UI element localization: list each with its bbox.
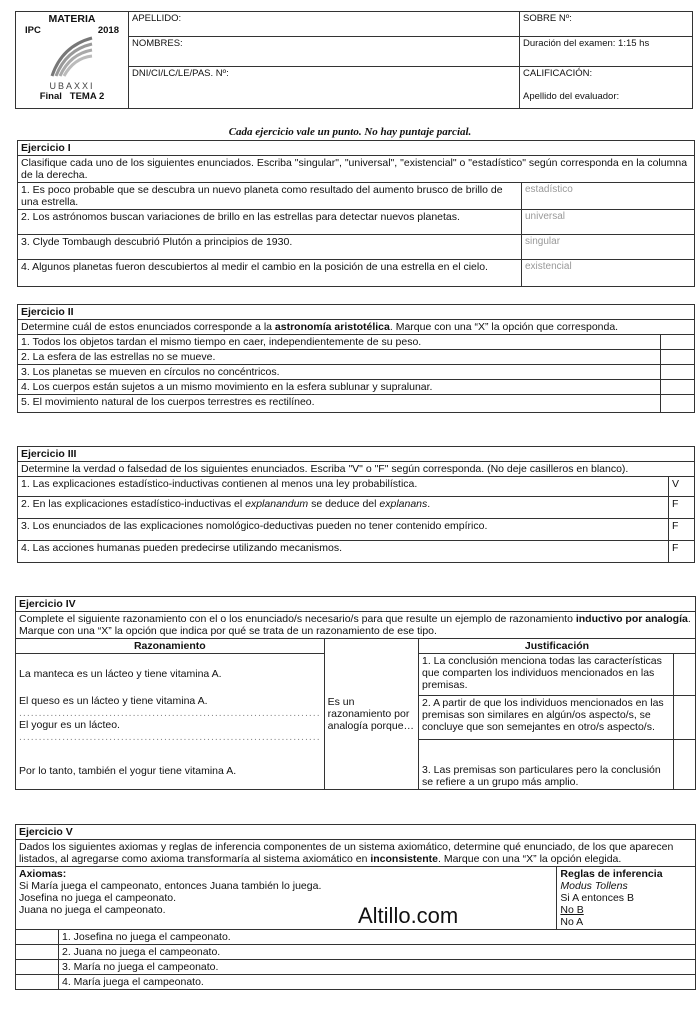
- logo-text: UBAXXI: [49, 81, 95, 91]
- ej2-checkbox[interactable]: [661, 380, 695, 395]
- ej5-checkbox[interactable]: [16, 930, 59, 945]
- apellido-field[interactable]: [129, 12, 520, 37]
- ej1-prompt: Clasifique cada uno de los siguientes enunciados. Escriba "singular", "universal", "existencial" o "estadístico" según corresponda en la columna de la derecha.: [18, 156, 695, 183]
- axioma: Juana no juega el campeonato.: [19, 904, 166, 916]
- ej5-option: 2. Juana no juega el campeonato.: [59, 945, 696, 960]
- ej1-answer[interactable]: existencial: [522, 260, 695, 287]
- ej3-answer[interactable]: F: [669, 541, 695, 563]
- ej2-row: 4. Los cuerpos están sujetos a un mismo movimiento en la esfera sublunar y supralunar.: [18, 380, 661, 395]
- regla-line: Si A entonces B: [560, 892, 634, 904]
- ej2-row: 1. Todos los objetos tardan el mismo tiempo en caer, independientemente de su peso.: [18, 335, 661, 350]
- tema-label: TEMA 2: [69, 91, 105, 102]
- reglas-label: Reglas de inferencia: [560, 868, 663, 880]
- ej3-row: 2. En las explicaciones estadístico-inductivas el explanandum se deduce del explanans.: [18, 497, 669, 519]
- reglas-box: [557, 867, 696, 930]
- ubaxxi-logo-icon: [42, 36, 102, 78]
- ej4-prompt: Complete el siguiente razonamiento con el o los enunciado/s necesario/s para que resulte un ejemplo de razonamiento inductivo por analogía. Marque con una “X” la opción que indica por qué se trata de un razonamiento de ese tipo.: [16, 612, 696, 639]
- just-option: 3. Las premisas son particulares pero la conclusión se refiere a un grupo más amplio.: [419, 740, 674, 790]
- ej3-row: 3. Los enunciados de las explicaciones nomológico-deductivas pueden no tener contenido empírico.: [18, 519, 669, 541]
- calificacion-label: CALIFICACIÓN:: [523, 68, 593, 79]
- col-justificacion: Justificación: [419, 639, 696, 654]
- blank-line[interactable]: .............................................................................: [19, 731, 321, 743]
- ej4-razonamiento: [16, 654, 325, 790]
- subject-box: [16, 12, 129, 109]
- regla-name: Modus Tollens: [560, 880, 628, 892]
- ejercicio-3: [17, 446, 695, 563]
- regla-line: No A: [560, 916, 584, 928]
- premise-2: El queso es un lácteo y tiene vitamina A.: [19, 695, 208, 707]
- dni-label: DNI/CI/LC/LE/PAS. Nº:: [132, 68, 229, 79]
- duracion-label: Duración del examen: 1:15 hs: [523, 38, 650, 49]
- evaluador-label: Apellido del evaluador:: [523, 91, 620, 102]
- calificacion-field[interactable]: [520, 67, 693, 109]
- ej5-title: Ejercicio V: [16, 825, 696, 840]
- nombres-label: NOMBRES:: [132, 38, 183, 49]
- axiomas-label: Axiomas:: [19, 868, 67, 880]
- premise-3: El yogur es un lácteo.: [19, 719, 120, 731]
- ejercicio-4: [15, 596, 696, 790]
- ej5-checkbox[interactable]: [16, 960, 59, 975]
- ej2-checkbox[interactable]: [661, 365, 695, 380]
- ej2-title: Ejercicio II: [18, 305, 695, 320]
- ej3-row: 4. Las acciones humanas pueden predecirse utilizando mecanismos.: [18, 541, 669, 563]
- ej3-row: 1. Las explicaciones estadístico-inductivas contienen al menos una ley probabilística.: [18, 477, 669, 497]
- ej1-answer[interactable]: singular: [522, 235, 695, 260]
- ej5-option: 3. María no juega el campeonato.: [59, 960, 696, 975]
- ej2-checkbox[interactable]: [661, 395, 695, 413]
- ej2-row: 3. Los planetas se mueven en círculos no concéntricos.: [18, 365, 661, 380]
- ej4-checkbox[interactable]: [673, 740, 695, 790]
- ej2-checkbox[interactable]: [661, 335, 695, 350]
- ej2-row: 5. El movimiento natural de los cuerpos terrestres es rectilíneo.: [18, 395, 661, 413]
- ejercicio-5: [15, 824, 696, 990]
- ej5-prompt: Dados los siguientes axiomas y reglas de inferencia componentes de un sistema axiomático, determine qué enunciado, de los que aparecen listados, al agregarse como axioma transformaría al sistema axiomático en inconsistente. Marque con una “X” la opción elegida.: [16, 840, 696, 867]
- just-option: 2. A partir de que los individuos mencionados en las premisas son similares en algún/os aspecto/s, se concluye que son semejantes en otro/s aspecto/s.: [419, 696, 674, 740]
- ej5-checkbox[interactable]: [16, 945, 59, 960]
- ej3-title: Ejercicio III: [18, 447, 695, 462]
- exam-label: Final: [39, 91, 62, 102]
- ej5-checkbox[interactable]: [16, 975, 59, 990]
- duracion-cell: [520, 37, 693, 67]
- ej3-answer[interactable]: F: [669, 519, 695, 541]
- regla-line: No B: [560, 904, 584, 916]
- ej1-row: 4. Algunos planetas fueron descubiertos al medir el cambio en la posición de una estrella en el cielo.: [18, 260, 522, 287]
- conclusion: Por lo tanto, también el yogur tiene vitamina A.: [19, 765, 237, 777]
- materia-name: IPC: [25, 25, 41, 36]
- ej1-row: 1. Es poco probable que se descubra un nuevo planeta como resultado del aumento brusco de brillo de una estrella.: [18, 183, 522, 210]
- just-option: 1. La conclusión menciona todas las características que comparten los individuos mencionados en las premisas.: [419, 654, 674, 696]
- ej4-middle: Es un razonamiento por analogía porque…: [324, 639, 418, 790]
- instructions: Cada ejercicio vale un punto. No hay puntaje parcial.: [228, 126, 472, 138]
- ejercicio-2: [17, 304, 695, 413]
- ej3-prompt: Determine la verdad o falsedad de los siguientes enunciados. Escriba "V" o "F" según corresponda. (No deje casilleros en blanco).: [18, 462, 695, 477]
- ej2-checkbox[interactable]: [661, 350, 695, 365]
- blank-line[interactable]: .............................................................................: [19, 707, 321, 719]
- watermark: Altillo.com: [358, 903, 459, 928]
- sobre-label: SOBRE Nº:: [523, 13, 572, 24]
- apellido-label: APELLIDO:: [132, 13, 182, 24]
- exam-year: 2018: [97, 25, 119, 36]
- axiomas-box: [16, 867, 557, 930]
- dni-field[interactable]: [129, 67, 520, 109]
- ej3-answer[interactable]: F: [669, 497, 695, 519]
- ej4-checkbox[interactable]: [673, 696, 695, 740]
- ej2-prompt: Determine cuál de estos enunciados corresponde a la astronomía aristotélica. Marque con una “X” la opción que corresponda.: [18, 320, 695, 335]
- ejercicio-1: [17, 140, 695, 287]
- exam-header: [15, 11, 693, 109]
- ej5-option: 1. Josefina no juega el campeonato.: [59, 930, 696, 945]
- sobre-field[interactable]: [520, 12, 693, 37]
- materia-label: MATERIA: [48, 13, 96, 25]
- ej4-checkbox[interactable]: [673, 654, 695, 696]
- ej1-answer[interactable]: universal: [522, 210, 695, 235]
- col-razonamiento: Razonamiento: [16, 639, 325, 654]
- nombres-field[interactable]: [129, 37, 520, 67]
- premise-1: La manteca es un lácteo y tiene vitamina A.: [19, 668, 222, 680]
- ej5-option: 4. María juega el campeonato.: [59, 975, 696, 990]
- ej1-row: 3. Clyde Tombaugh descubrió Plutón a principios de 1930.: [18, 235, 522, 260]
- ej1-title: Ejercicio I: [18, 141, 695, 156]
- axioma: Josefina no juega el campeonato.: [19, 892, 177, 904]
- ej1-row: 2. Los astrónomos buscan variaciones de brillo en las estrellas para detectar nuevos planetas.: [18, 210, 522, 235]
- ej3-answer[interactable]: V: [669, 477, 695, 497]
- ej1-answer[interactable]: estadístico: [522, 183, 695, 210]
- ej2-row: 2. La esfera de las estrellas no se mueve.: [18, 350, 661, 365]
- ej4-title: Ejercicio IV: [16, 597, 696, 612]
- axioma: Si María juega el campeonato, entonces Juana también lo juega.: [19, 880, 322, 892]
